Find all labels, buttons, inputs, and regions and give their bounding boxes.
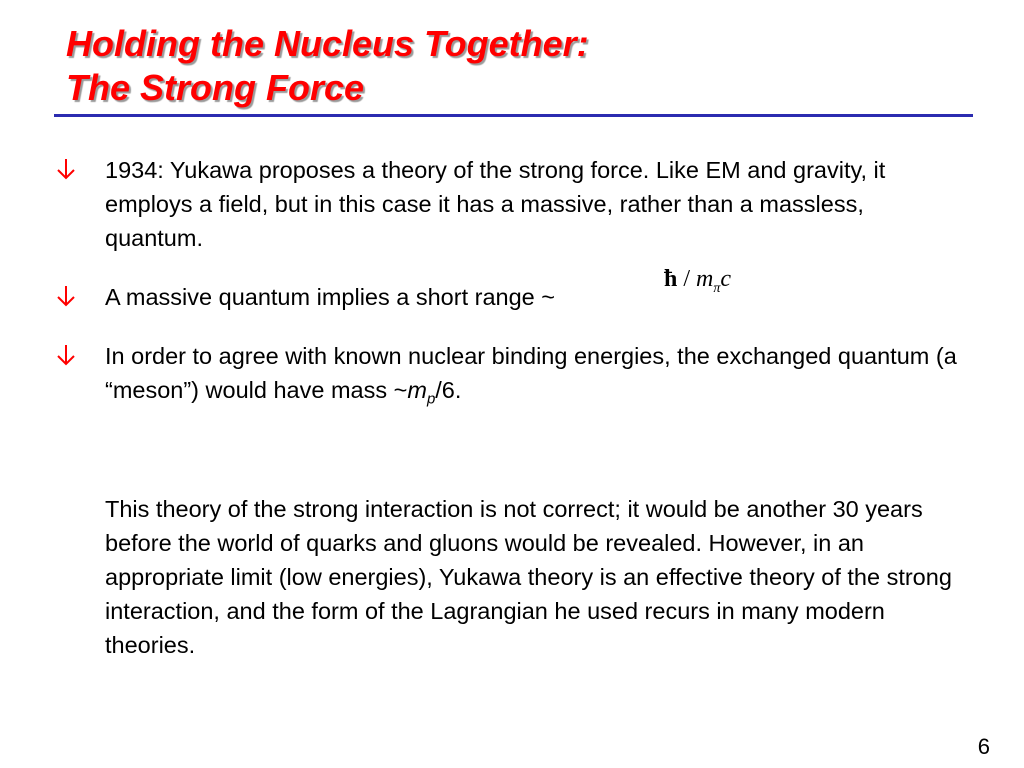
mass-symbol: m [407, 377, 427, 403]
bullet-text-prefix: In order to agree with known nuclear binding energies, the exchanged quantum (a “meson”) would have mass ~ [105, 343, 957, 403]
formula-subscript: π [713, 280, 721, 296]
title-divider [54, 114, 973, 117]
formula-slash: / [677, 266, 697, 292]
slide-title [66, 22, 589, 110]
range-formula [664, 264, 731, 304]
formula-hbar: ħ [664, 266, 678, 292]
bullet-text [105, 339, 965, 417]
bullet-text: 1934: Yukawa proposes a theory of the strong force. Like EM and gravity, it employs a field, but in this case it has a massive, rather than a massless, quantum. [105, 157, 886, 251]
formula-mass: m [696, 266, 714, 292]
title-line-1: Holding the Nucleus Together: [66, 23, 589, 64]
bullet-text-suffix: /6. [435, 377, 462, 403]
page-number: 6 [977, 734, 990, 759]
bullet-text: A massive quantum implies a short range ~ [105, 284, 555, 310]
down-arrow-icon [55, 156, 77, 182]
down-arrow-icon [55, 283, 77, 309]
down-arrow-icon [55, 342, 77, 368]
mass-subscript: p [426, 390, 436, 408]
formula-c: c [720, 266, 732, 292]
closing-paragraph: This theory of the strong interaction is not correct; it would be another 30 years before the world of quarks and gluons would be revealed. However, in an appropriate limit (low energies), Yukawa theory is an effective theory of the strong interaction, and the form of the Lagrangian he used recurs in many modern theories. [105, 496, 952, 658]
title-line-2: The Strong Force [66, 67, 365, 108]
